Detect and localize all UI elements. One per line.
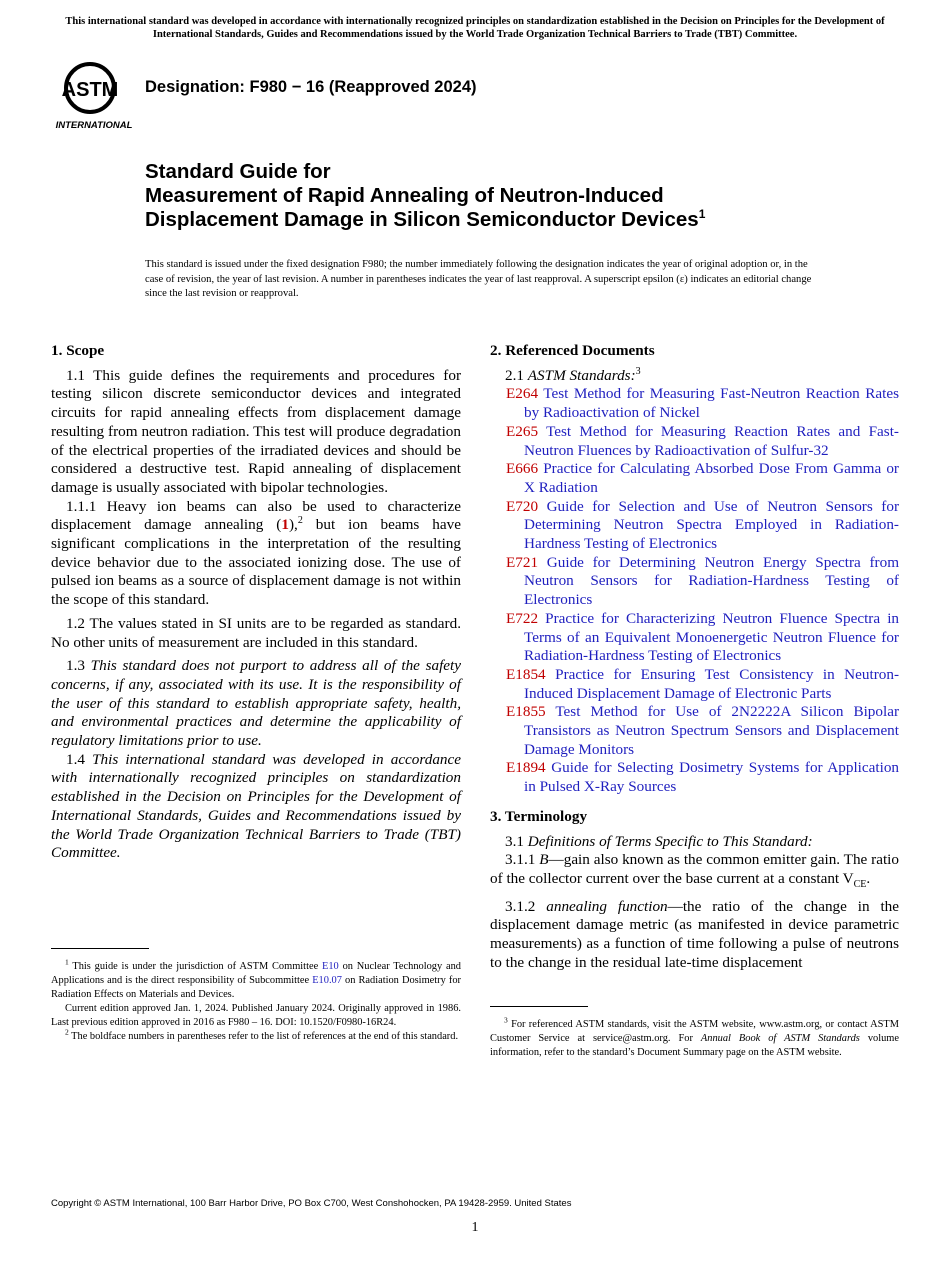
ref-code[interactable]: E264 bbox=[506, 385, 539, 403]
footnote-divider-left bbox=[51, 948, 149, 949]
fn1-text-c: on Radiation Dosimetry for Radiation Effects on Materials and Devices. bbox=[51, 975, 461, 1000]
page-number: 1 bbox=[471, 1220, 479, 1235]
p13-number: 1.3 bbox=[66, 657, 91, 675]
footnote-mark-2: 2 bbox=[297, 515, 303, 527]
p311-term: B bbox=[539, 851, 549, 869]
top-notice: This international standard was developed in accordance with internationally recognized principles on standardization established in the Decision on Principles for the Development of International Standards, Guides and Recommendations issued by the World Trade Organization Technical Barriers to Trade (TBT) Committee. bbox=[65, 16, 885, 40]
footnotes-left bbox=[51, 957, 461, 1044]
title-line-3-text: Displacement Damage in Silicon Semiconductor Devices bbox=[145, 208, 699, 231]
fn3-text-a: For referenced ASTM standards, visit the ASTM website, www.astm.org, or contact ASTM Customer Service at service@astm.org. For bbox=[490, 1019, 899, 1044]
astm-standards-subheading bbox=[490, 367, 899, 386]
ref-title[interactable]: Test Method for Use of 2N2222A Silicon Bipolar Transistors as Neutron Spectrum Sensors and Displacement Damage Monitors bbox=[524, 703, 899, 758]
logo-subtext: INTERNATIONAL bbox=[55, 120, 133, 131]
p312-term: annealing function bbox=[546, 897, 668, 915]
footnote-2 bbox=[51, 1027, 461, 1044]
ref-code[interactable]: E722 bbox=[506, 609, 539, 627]
p111-text-a: 1.1.1 Heavy ion beams can also be used to characterize displacement damage annealing ( bbox=[51, 497, 461, 534]
ref-title[interactable]: Guide for Selection and Use of Neutron Sensors for Determining Neutron Spectra Employed in Radiation-Hardness Testing of Electronics bbox=[524, 497, 900, 553]
astm-logo bbox=[52, 58, 136, 132]
reference-item[interactable] bbox=[490, 423, 899, 460]
fn2-text: The boldface numbers in parentheses refer to the list of references at the end of this standard. bbox=[68, 1031, 459, 1042]
p13-text: This standard does not purport to address all of the safety concerns, if any, associated with its use. It is the responsibility of the user of this standard to establish appropriate safety, health, and environmental practices and determine the applicability of regulatory limitations prior to use. bbox=[51, 657, 462, 750]
p111-text-b: ), bbox=[288, 516, 298, 534]
footnote-3 bbox=[490, 1015, 899, 1060]
p311-end: . bbox=[866, 869, 871, 887]
fn3-italic: Annual Book of ASTM Standards bbox=[700, 1033, 860, 1044]
reference-item[interactable] bbox=[490, 610, 899, 666]
ref-title[interactable]: Test Method for Measuring Reaction Rates and Fast-Neutron Fluences by Radioactivation of Sulfur-32 bbox=[524, 422, 899, 459]
ref-code[interactable]: E1894 bbox=[506, 759, 546, 777]
reference-item[interactable] bbox=[490, 498, 899, 554]
section-heading-referenced: 2. Referenced Documents bbox=[490, 342, 655, 359]
title-line-2: Measurement of Rapid Annealing of Neutron-Induced bbox=[145, 184, 664, 207]
paragraph-1-1-1 bbox=[51, 498, 461, 610]
ref-code[interactable]: E666 bbox=[506, 460, 539, 478]
paragraph-1-1: 1.1 This guide defines the requirements and procedures for testing silicon discrete semiconductor devices and integrated circuits for rapid annealing effects from displacement damage resulting from neutron radiation. This test will produce degradation of the electrical properties of the irradiated devices and should be considered a destructive test. Rapid annealing of displacement damage is usually associated with bipolar technologies. bbox=[51, 366, 461, 496]
ref-code[interactable]: E1855 bbox=[506, 703, 546, 721]
ref-code[interactable]: E1854 bbox=[506, 665, 546, 683]
sub-label: ASTM Standards: bbox=[527, 366, 636, 384]
p312-number: 3.1.2 bbox=[505, 897, 547, 915]
document-title bbox=[145, 160, 885, 232]
reference-item[interactable] bbox=[490, 759, 899, 796]
ref-code[interactable]: E265 bbox=[506, 422, 539, 440]
reference-list bbox=[490, 385, 899, 796]
ref-title[interactable]: Practice for Characterizing Neutron Fluence Spectra in Terms of an Equivalent Monoenergetic Neutron Fluence for Radiation-Hardness Testing of Electronics bbox=[524, 609, 900, 665]
ref-title[interactable]: Test Method for Measuring Fast-Neutron Reaction Rates by Radioactivation of Nickel bbox=[524, 385, 899, 422]
reference-item[interactable] bbox=[490, 666, 899, 703]
title-line-3 bbox=[145, 208, 885, 232]
edition-note: Current edition approved Jan. 1, 2024. Published January 2024. Originally approved in 1986. Last previous edition approved in 2016 as F980 – 16. DOI: 10.1520/F0980-16R24. bbox=[51, 1003, 461, 1028]
ref-title[interactable]: Guide for Selecting Dosimetry Systems for Application in Pulsed X-Ray Sources bbox=[524, 759, 900, 796]
footnote-1 bbox=[51, 957, 461, 1002]
reference-item[interactable] bbox=[490, 460, 899, 497]
reference-link-1[interactable]: 1 bbox=[281, 516, 289, 534]
paragraph-1-4 bbox=[51, 751, 461, 863]
issued-note: This standard is issued under the fixed designation F980; the number immediately following the designation indicates the year of original adoption or, in the case of revision, the year of last revision. A number in parentheses indicates the year of last reapproval. A superscript epsilon (ε) indicates an editorial change since the last revision or reapproval. bbox=[145, 259, 812, 299]
section-heading-scope: 1. Scope bbox=[51, 342, 105, 359]
fn1-text-b: on Nuclear Technology and Applications and is the direct responsibility of Subcommittee bbox=[51, 961, 461, 986]
footnotes-right bbox=[490, 1015, 899, 1060]
p312-text: —the ratio of the change in the displacement damage metric (as manifested in device parametric measurements) as a function of time following a pulse of neutrons to the change in the residual late-time displacement bbox=[490, 897, 899, 971]
paragraph-3-1-1 bbox=[490, 851, 899, 894]
reference-item[interactable] bbox=[490, 703, 899, 759]
paragraph-3-1-2 bbox=[490, 898, 899, 973]
sub-number: 2.1 bbox=[505, 366, 528, 384]
fn2-mark: 2 bbox=[65, 1027, 69, 1037]
paragraph-1-2: 1.2 The values stated in SI units are to be regarded as standard. No other units of measurement are included in this standard. bbox=[51, 614, 461, 651]
right-column bbox=[490, 342, 899, 978]
p311-number: 3.1.1 bbox=[505, 851, 540, 869]
ref-title[interactable]: Practice for Calculating Absorbed Dose From Gamma or X Radiation bbox=[524, 460, 899, 496]
committee-link[interactable]: E10 bbox=[322, 961, 339, 972]
logo-text: ASTM bbox=[61, 79, 119, 101]
p311-text: —gain also known as the common emitter gain. The ratio of the collector current over the base current at a constant V bbox=[490, 851, 900, 887]
p14-number: 1.4 bbox=[66, 750, 93, 768]
ref-title[interactable]: Guide for Determining Neutron Energy Spectra from Neutron Sensors for Radiation-Hardness Testing of Electronics bbox=[524, 553, 900, 609]
fn1-text-a: This guide is under the jurisdiction of ASTM Committee bbox=[68, 961, 322, 972]
footnote-divider-right bbox=[490, 1006, 588, 1007]
subcommittee-link[interactable]: E10.07 bbox=[312, 975, 342, 986]
paragraph-3-1 bbox=[490, 833, 899, 852]
fn3-mark: 3 bbox=[504, 1015, 508, 1025]
reference-item[interactable] bbox=[490, 554, 899, 610]
p111-text-c: but ion beams have significant complications in the interpretation of the resulting device behavior due to the associated ionizing dose. The use of pulsed ion beams as a source of displacement damage is not within the scope of this standard. bbox=[51, 516, 461, 609]
reference-item[interactable] bbox=[490, 385, 899, 422]
copyright-notice: Copyright © ASTM International, 100 Barr Harbor Drive, PO Box C700, West Conshohocken, PA 19428-2959. United States bbox=[51, 1198, 572, 1209]
title-footnote-mark: 1 bbox=[698, 207, 706, 222]
title-line-1: Standard Guide for bbox=[145, 160, 331, 183]
ref-title[interactable]: Practice for Ensuring Test Consistency in Neutron-Induced Displacement Damage of Electronic Parts bbox=[524, 665, 900, 702]
designation: Designation: F980 − 16 (Reapproved 2024) bbox=[145, 78, 477, 96]
section-heading-terminology: 3. Terminology bbox=[490, 807, 588, 825]
p31-number: 3.1 bbox=[505, 832, 528, 850]
p14-text: This international standard was developed in accordance with internationally recognized principles on standardization established in the Decision on Principles for the Development of International Standards, Guides and Recommendations issued by the World Trade Organization Technical Barriers to Trade (TBT) Committee. bbox=[51, 750, 462, 862]
fn3-text-b: volume information, refer to the standard’s Document Summary page on the ASTM website. bbox=[490, 1033, 899, 1058]
paragraph-1-3 bbox=[51, 657, 461, 751]
fn1-mark: 1 bbox=[65, 957, 69, 967]
ref-code[interactable]: E720 bbox=[506, 497, 539, 515]
p311-subscript: CE bbox=[853, 879, 867, 891]
ref-code[interactable]: E721 bbox=[506, 553, 539, 571]
left-column bbox=[51, 342, 461, 868]
footnote-mark-3: 3 bbox=[635, 365, 641, 377]
p31-text: Definitions of Terms Specific to This Standard: bbox=[527, 832, 813, 850]
